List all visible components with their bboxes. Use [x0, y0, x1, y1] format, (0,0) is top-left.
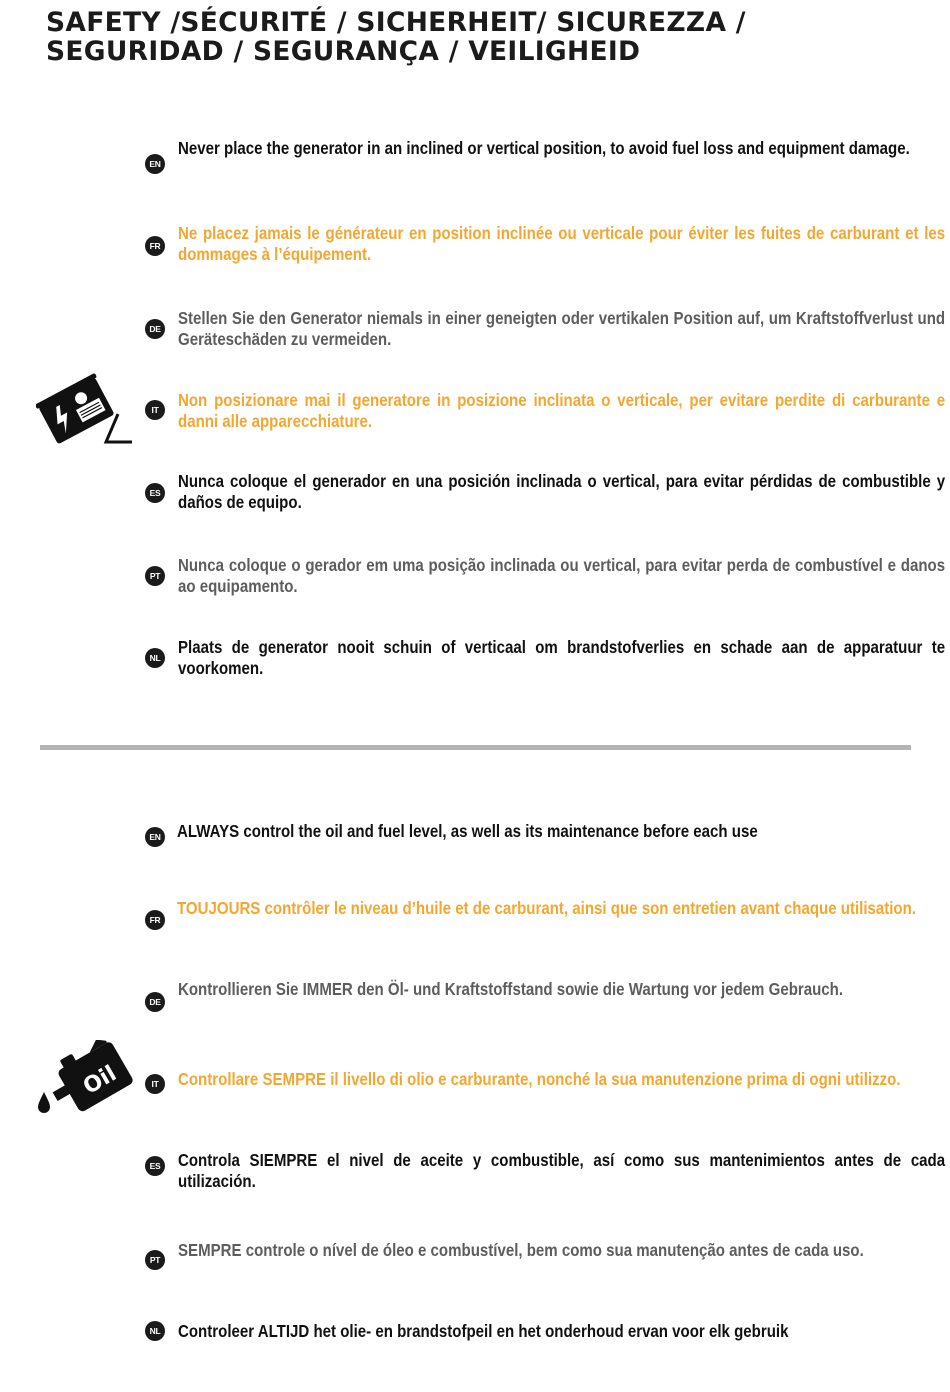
list-item	[145, 1150, 946, 1191]
list-item	[145, 223, 946, 264]
language-badge: NL	[145, 1321, 165, 1341]
list-item	[145, 1240, 912, 1265]
language-badge: DE	[145, 319, 165, 339]
title-line-1: SAFETY /SÉCURITÉ / SICHERHEIT/ SICUREZZA /	[46, 7, 746, 38]
language-badge: FR	[145, 236, 165, 256]
language-badge: ES	[145, 1156, 165, 1176]
safety-text: Controleer ALTIJD het olie- en brandstofpeil en het onderhoud ervan voor elk gebruik	[178, 1321, 789, 1341]
safety-text: SEMPRE controle o nível de óleo e combustível, bem como sua manutenção antes de cada uso.	[178, 1240, 864, 1260]
list-item	[145, 308, 946, 349]
list-item	[145, 637, 946, 678]
list-item	[145, 979, 912, 1007]
list-item	[145, 1321, 912, 1342]
safety-text: Kontrollieren Sie IMMER den Öl- und Kraftstoffstand sowie die Wartung vor jedem Gebrauch.	[178, 979, 844, 999]
list-item	[145, 898, 917, 925]
list-item	[145, 390, 946, 431]
oil-can-icon	[34, 1040, 136, 1116]
generator-tilt-icon	[36, 372, 134, 450]
page-title	[46, 8, 926, 66]
safety-text: Nunca coloque o gerador em uma posição inclinada ou vertical, para evitar perda de combustível e danos ao equipamento.	[178, 555, 946, 596]
safety-text: Ne placez jamais le générateur en position inclinée ou verticale pour éviter les fuites de carburant et les dommages à l’équipement.	[178, 223, 946, 264]
title-line-2: SEGURIDAD / SEGURANÇA / VEILIGHEID	[46, 36, 641, 67]
list-item	[145, 821, 912, 842]
safety-text: Controllare SEMPRE il livello di olio e carburante, nonché la sua manutenzione prima di ogni utilizzo.	[178, 1069, 901, 1089]
language-badge: IT	[145, 1074, 165, 1094]
safety-text: Never place the generator in an inclined or vertical position, to avoid fuel loss and equipment damage.	[178, 138, 910, 158]
language-badge: PT	[145, 1250, 165, 1270]
language-badge: EN	[145, 827, 165, 847]
safety-text: Non posizionare mai il generatore in posizione inclinata o verticale, per evitare perdite di carburante e danni alle apparecchiature.	[178, 390, 946, 431]
language-badge: FR	[145, 910, 165, 930]
language-badge: IT	[145, 400, 165, 420]
list-item	[145, 138, 912, 169]
language-badge: NL	[145, 648, 165, 668]
safety-text: ALWAYS control the oil and fuel level, as well as its maintenance before each use	[177, 821, 758, 841]
oil-label: Oil	[79, 1061, 121, 1100]
language-badge: DE	[145, 992, 165, 1012]
safety-text: Plaats de generator nooit schuin of verticaal om brandstofverlies en schade aan de apparatuur te voorkomen.	[178, 637, 946, 678]
section-divider	[40, 745, 911, 750]
list-item	[145, 471, 946, 512]
language-badge: ES	[145, 483, 165, 503]
safety-text: TOUJOURS contrôler le niveau d’huile et de carburant, ainsi que son entretien avant chaque utilisation.	[177, 898, 917, 918]
safety-text: Controla SIEMPRE el nivel de aceite y combustible, así como sus mantenimientos antes de cada utilización.	[178, 1150, 946, 1191]
safety-text: Stellen Sie den Generator niemals in einer geneigten oder vertikalen Position auf, um Kraftstoffverlust und Geräteschäden zu vermeiden.	[178, 308, 946, 349]
language-badge: EN	[145, 154, 165, 174]
language-badge: PT	[145, 566, 165, 586]
list-item	[145, 555, 946, 596]
safety-text: Nunca coloque el generador en una posición inclinada o vertical, para evitar pérdidas de combustible y daños de equipo.	[178, 471, 946, 512]
list-item	[145, 1069, 912, 1090]
